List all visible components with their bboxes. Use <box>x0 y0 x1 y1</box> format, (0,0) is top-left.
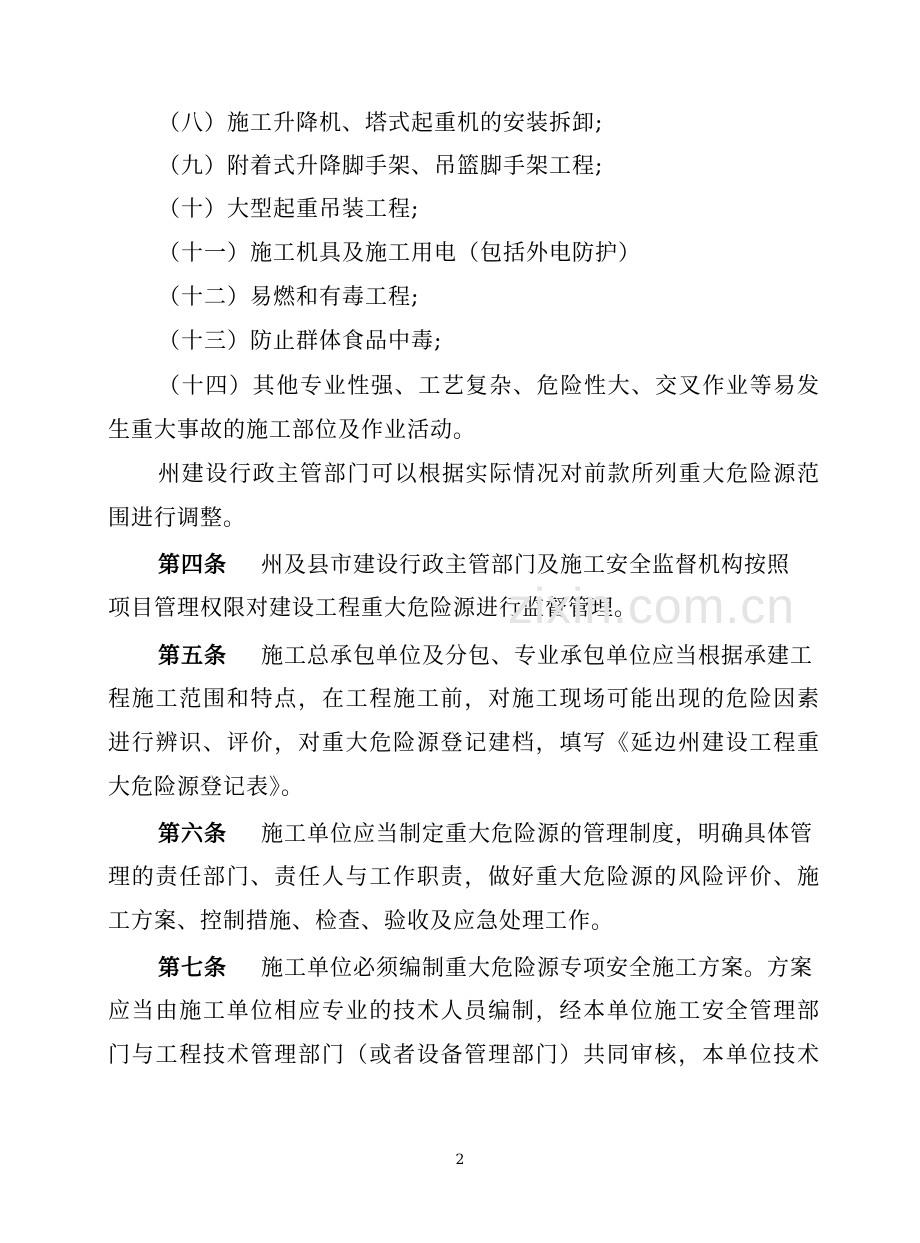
list-item-8: （八）施工升降机、塔式起重机的安装拆卸; <box>158 111 604 136</box>
article-5-line-3: 进行辨识、评价，对重大危险源登记建档，填写《延边州建设工程重 <box>108 731 820 756</box>
list-item-14: （十四）其他专业性强、工艺复杂、危险性大、交叉作业等易发 <box>158 374 820 399</box>
list-item-13: （十三）防止群体食品中毒; <box>158 329 443 354</box>
list-item-11: （十一）施工机具及施工用电（包括外电防护） <box>158 241 642 266</box>
list-item-12: （十二）易燃和有毒工程; <box>158 285 420 310</box>
page-number: 2 <box>455 1152 465 1168</box>
article-7-line-1 <box>158 948 820 988</box>
article-6-line-3: 工方案、控制措施、检查、验收及应急处理工作。 <box>108 909 615 934</box>
watermark: zixin.com.cn <box>508 578 796 634</box>
article-4-line-2: 项目管理权限对建设工程重大危险源进行监督管理。 <box>108 596 638 621</box>
article-7-label: 第七条 <box>158 955 228 981</box>
article-7-line-3: 门与工程技术管理部门（或者设备管理部门）共同审核，本单位技术 <box>108 1043 820 1068</box>
article-4-text: 州及县市建设行政主管部门及施工安全监督机构按照 <box>261 553 791 578</box>
article-6-line-2: 理的责任部门、责任人与工作职责，做好重大危险源的风险评价、施 <box>108 865 820 890</box>
article-6-line-1 <box>158 814 820 854</box>
article-6-label: 第六条 <box>158 821 228 847</box>
article-7-text: 施工单位必须编制重大危险源专项安全施工方案。方案 <box>261 956 814 981</box>
article-7-line-2: 应当由施工单位相应专业的技术人员编制，经本单位施工安全管理部 <box>108 999 820 1024</box>
adjust-paragraph-line-1: 州建设行政主管部门可以根据实际情况对前款所列重大危险源范 <box>158 462 820 487</box>
list-item-10: （十）大型起重吊装工程; <box>158 197 420 222</box>
list-item-14-continued: 生重大事故的施工部位及作业活动。 <box>108 418 477 443</box>
list-item-9: （九）附着式升降脚手架、吊篮脚手架工程; <box>158 154 604 179</box>
article-5-line-1 <box>158 636 820 676</box>
article-5-text: 施工总承包单位及分包、专业承包单位应当根据承建工 <box>261 644 814 669</box>
article-5-line-2: 程施工范围和特点，在工程施工前，对施工现场可能出现的危险因素 <box>108 687 820 712</box>
article-5-line-4: 大危险源登记表》。 <box>108 775 305 800</box>
adjust-paragraph-line-2: 围进行调整。 <box>108 506 247 531</box>
article-4-label: 第四条 <box>158 552 228 578</box>
article-6-text: 施工单位应当制定重大危险源的管理制度，明确具体管 <box>261 822 814 847</box>
article-5-label: 第五条 <box>158 643 228 669</box>
